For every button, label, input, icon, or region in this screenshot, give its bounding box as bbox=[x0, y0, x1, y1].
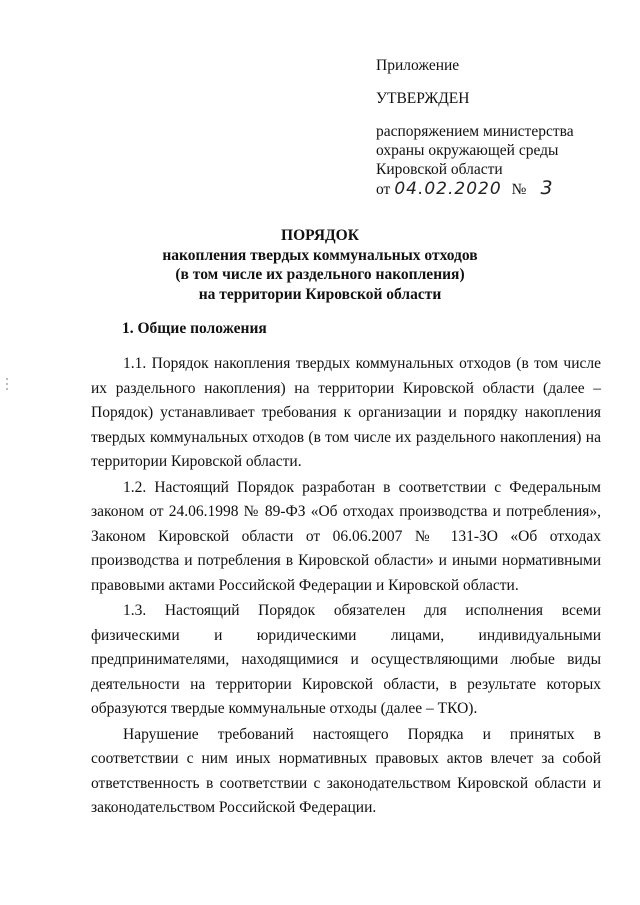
title-heading: ПОРЯДОК bbox=[281, 227, 359, 244]
approved-label: УТВЕРЖДЕН bbox=[376, 90, 470, 107]
title-line-3: на территории Кировской области bbox=[198, 285, 442, 303]
title-line-1: накопления твердых коммунальных отходов bbox=[162, 246, 478, 264]
title-line-2: (в том числе их раздельного накопления) bbox=[175, 266, 465, 283]
scan-margin-mark bbox=[6, 378, 8, 392]
approval-date-row bbox=[376, 179, 616, 199]
approval-line-3: Кировской области bbox=[376, 161, 503, 178]
paragraph: Нарушение требований настоящего Порядка и принятых в соответствии с ним иных нормативных правовых актов влечет за собой ответственность в соответствии с законодательством Кировской области и законодательством Российской Федерации. bbox=[91, 725, 601, 816]
section-body bbox=[91, 352, 601, 822]
document-title bbox=[0, 226, 640, 304]
paragraph: 1.2. Настоящий Порядок разработан в соответствии с Федеральным законом от 24.06.1998 № 89-ФЗ «Об отходах производства и потребления», Законом Кировской области от 06.06.2007 № 131-ЗО «Об отходах производства и потребления в Кировской области» и иными нормативными правовыми актами Российской Федерации и Кировской области. bbox=[91, 478, 601, 594]
approval-line-1: распоряжением министерства bbox=[376, 123, 574, 140]
paragraph: 1.1. Порядок накопления твердых коммунальных отходов (в том числе их раздельного накопления) на территории Кировской области (далее – Порядок) устанавливает требования к организации и порядку накопления твердых коммунальных отходов (в том числе их раздельного накопления) на территории Кировской области. bbox=[91, 355, 601, 470]
section-heading: 1. Общие положения bbox=[122, 320, 267, 337]
paragraph: 1.3. Настоящий Порядок обязателен для исполнения всеми физическими и юридическими лицами, индивидуальными предпринимателями, находящимися и осуществляющими любые виды деятельности на территории Кировской области, в результате которых образуются твердые коммунальные отходы (далее – ТКО). bbox=[91, 602, 601, 717]
approval-line-2: охраны окружающей среды bbox=[376, 142, 559, 159]
handwritten-date: 04.02.2020 bbox=[394, 179, 502, 199]
approval-block bbox=[376, 56, 616, 199]
number-label: № bbox=[511, 181, 527, 198]
from-label: от bbox=[376, 181, 391, 198]
appendix-label: Приложение bbox=[376, 57, 460, 74]
handwritten-number: 3 bbox=[540, 177, 554, 199]
